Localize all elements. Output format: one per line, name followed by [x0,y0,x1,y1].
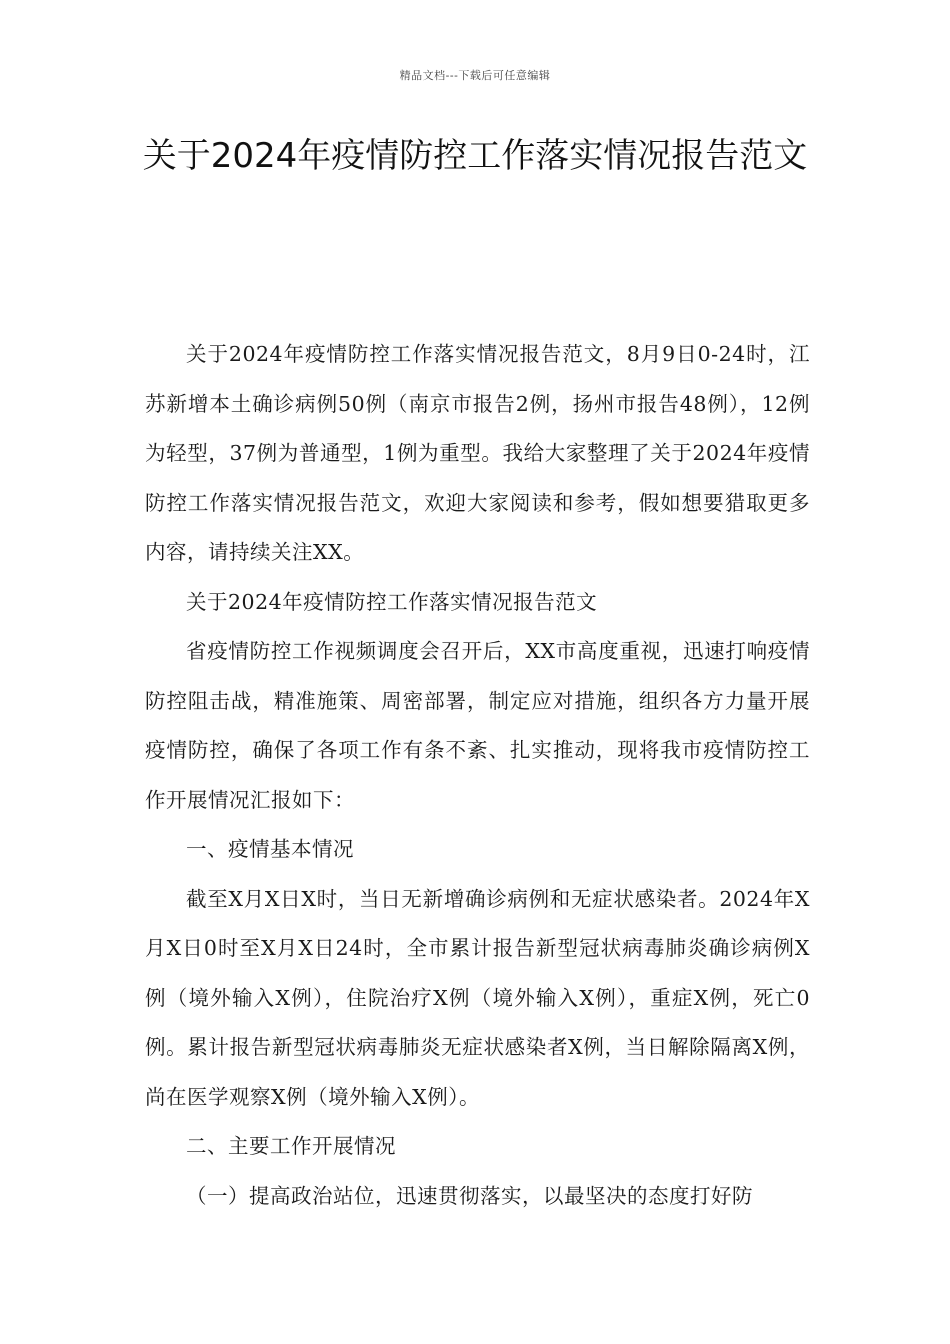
document-body [145,330,810,1221]
paragraph-subtitle: 关于2024年疫情防控工作落实情况报告范文 [186,589,598,614]
paragraph-overview: 省疫情防控工作视频调度会召开后，XX市高度重视，迅速打响疫情防控阻击战，精准施策、周密部署，制定应对措施，组织各方力量开展疫情防控，确保了各项工作有条不紊、扎实推动，现将我市疫情防控工作开展情况汇报如下： [145,639,810,812]
section-heading-2: 二、主要工作开展情况 [186,1134,396,1158]
paragraph-situation: 截至X月X日X时，当日无新增确诊病例和无症状感染者。2024年X月X日0时至X月X日24时，全市累计报告新型冠状病毒肺炎确诊病例X例（境外输入X例），住院治疗X例（境外输入X例），重症X例，死亡0例。累计报告新型冠状病毒肺炎无症状感染者X例，当日解除隔离X例，尚在医学观察X例（境外输入X例）。 [145,886,810,1109]
paragraph-intro: 关于2024年疫情防控工作落实情况报告范文，8月9日0-24时，江苏新增本土确诊病例50例（南京市报告2例，扬州市报告48例），12例为轻型，37例为普通型，1例为重型。我给大家整理了关于2024年疫情防控工作落实情况报告范文，欢迎大家阅读和参考，假如想要猎取更多内容，请持续关注XX。 [145,342,810,564]
paragraph-subsection-1: （一）提高政治站位，迅速贯彻落实，以最坚决的态度打好防 [186,1183,753,1208]
document-title: 关于2024年疫情防控工作落实情况报告范文 [142,136,808,176]
header-note: 精品文档---下载后可任意编辑 [399,69,551,82]
section-heading-1: 一、疫情基本情况 [186,837,354,861]
